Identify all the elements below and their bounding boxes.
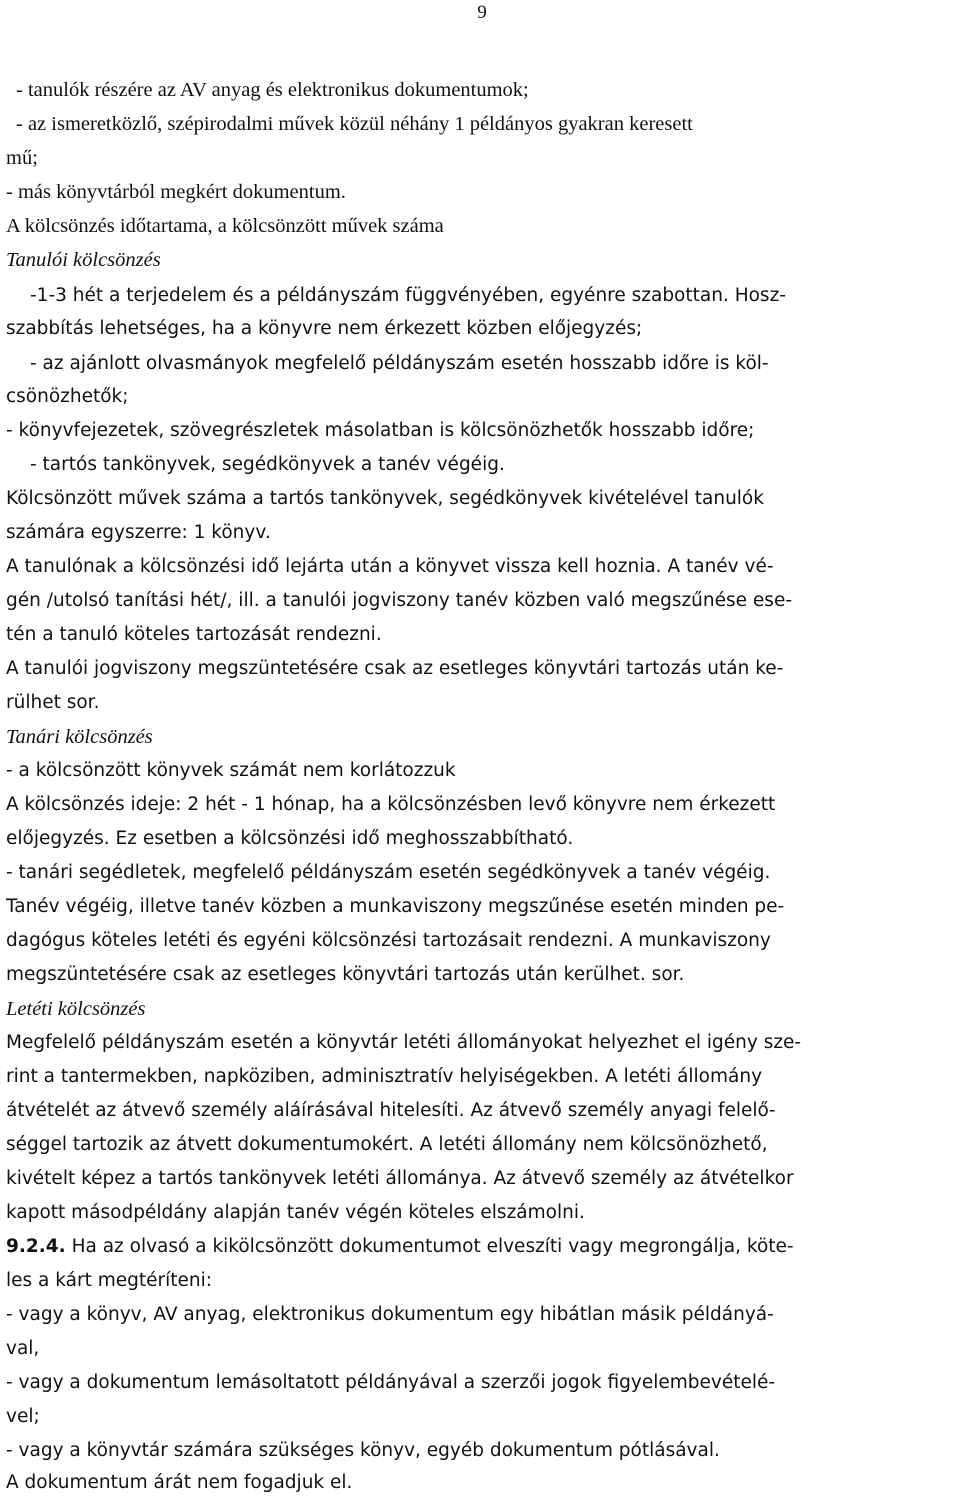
text-line: - tanulók részére az AV anyag és elektronikus dokumentumok; xyxy=(16,79,529,101)
text-line: séggel tartozik az átvett dokumentumokért. A letéti állomány nem kölcsönözhető, xyxy=(6,1134,768,1155)
text-line: kapott másodpéldány alapján tanév végén köteles elszámolni. xyxy=(6,1202,585,1223)
text-line: val, xyxy=(6,1338,40,1359)
text-line: - az ismeretközlő, szépirodalmi művek közül néhány 1 példányos gyakran keresett xyxy=(16,113,693,135)
text-line: A tanulónak a kölcsönzési idő lejárta után a könyvet vissza kell hoznia. A tanév vé- xyxy=(6,556,774,577)
subsection-heading: Letéti kölcsönzés xyxy=(6,998,146,1020)
text-line: - tartós tankönyvek, segédkönyvek a tanév végéig. xyxy=(30,454,505,475)
text-line: kivételt képez a tartós tankönyvek letéti állománya. Az átvevő személy az átvételkor xyxy=(6,1168,794,1189)
text-line: tén a tanuló köteles tartozását rendezni. xyxy=(6,624,382,645)
text-line: szabbítás lehetséges, ha a könyvre nem érkezett közben előjegyzés; xyxy=(6,318,643,339)
page-number: 9 xyxy=(477,2,487,23)
text-line: - vagy a könyvtár számára szükséges könyv, egyéb dokumentum pótlásával. xyxy=(6,1440,720,1461)
text-line: - könyvfejezetek, szövegrészletek másolatban is kölcsönözhetők hosszabb időre; xyxy=(6,420,755,441)
text-line: - vagy a könyv, AV anyag, elektronikus dokumentum egy hibátlan másik példányá- xyxy=(6,1304,774,1325)
text-line: -1-3 hét a terjedelem és a példányszám függvényében, egyénre szabottan. Hosz- xyxy=(30,285,786,306)
subsection-heading: Tanári kölcsönzés xyxy=(6,726,153,748)
text-line: számára egyszerre: 1 könyv. xyxy=(6,522,271,543)
text-line xyxy=(6,1232,794,1262)
text-line: A tanulói jogviszony megszüntetésére csak az esetleges könyvtári tartozás után ke- xyxy=(6,658,784,679)
text-line: - tanári segédletek, megfelelő példányszám esetén segédkönyvek a tanév végéig. xyxy=(6,862,771,883)
text-line: előjegyzés. Ez esetben a kölcsönzési idő meghosszabbítható. xyxy=(6,828,574,849)
text-line: Kölcsönzött művek száma a tartós tankönyvek, segédkönyvek kivételével tanulók xyxy=(6,488,764,509)
text-line: Tanév végéig, illetve tanév közben a munkaviszony megszűnése esetén minden pe- xyxy=(6,896,785,917)
text-line: rint a tantermekben, napköziben, adminisztratív helyiségekben. A letéti állomány xyxy=(6,1066,763,1087)
text-line: Megfelelő példányszám esetén a könyvtár letéti állományokat helyezhet el igény sze- xyxy=(6,1032,802,1053)
text-line: rülhet sor. xyxy=(6,692,100,713)
text-line: A dokumentum árát nem fogadjuk el. xyxy=(6,1472,353,1493)
text-line: A kölcsönzés ideje: 2 hét - 1 hónap, ha a kölcsönzésben levő könyvre nem érkezett xyxy=(6,794,776,815)
text-line: les a kárt megtéríteni: xyxy=(6,1270,212,1291)
text-line: - más könyvtárból megkért dokumentum. xyxy=(6,181,346,203)
subsection-heading: Tanulói kölcsönzés xyxy=(6,249,161,271)
text-line: dagógus köteles letéti és egyéni kölcsönzési tartozásait rendezni. A munkaviszony xyxy=(6,930,771,951)
text-line: átvételét az átvevő személy aláírásával hitelesíti. Az átvevő személy anyagi felelő- xyxy=(6,1100,776,1121)
section-number: 9.2.4. xyxy=(6,1236,66,1257)
text-line: - a kölcsönzött könyvek számát nem korlátozzuk xyxy=(6,760,456,781)
text-span: Ha az olvasó a kikölcsönzött dokumentumot elveszíti vagy megrongálja, köte- xyxy=(65,1236,794,1257)
text-line: csönözhetők; xyxy=(6,386,129,407)
section-heading: A kölcsönzés időtartama, a kölcsönzött művek száma xyxy=(6,215,444,237)
text-line: megszüntetésére csak az esetleges könyvtári tartozás után kerülhet. sor. xyxy=(6,964,685,985)
text-line: - az ajánlott olvasmányok megfelelő példányszám esetén hosszabb időre is köl- xyxy=(30,353,769,374)
text-line: vel; xyxy=(6,1406,40,1427)
text-line: - vagy a dokumentum lemásoltatott példányával a szerzői jogok figyelembevételé- xyxy=(6,1372,776,1393)
text-line: gén /utolsó tanítási hét/, ill. a tanulói jogviszony tanév közben való megszűnése ese- xyxy=(6,590,792,611)
text-line: mű; xyxy=(6,147,38,169)
